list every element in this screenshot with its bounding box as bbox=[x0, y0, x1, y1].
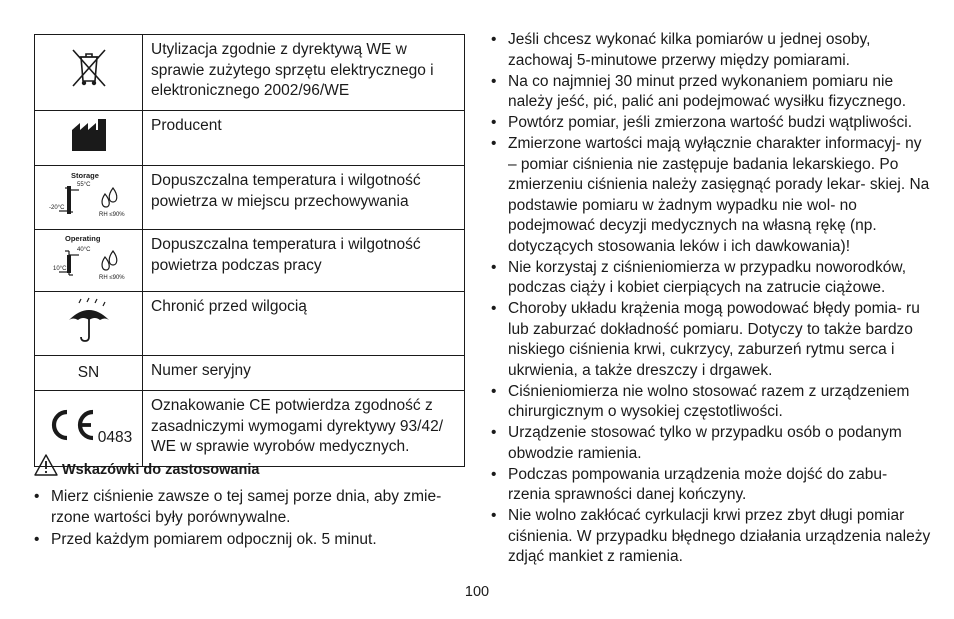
serial-number-symbol: SN bbox=[35, 356, 143, 391]
list-item: • Mierz ciśnienie zawsze o tej samej porze dnia, aby zmie- rzone wartości były porównywalne. bbox=[34, 487, 468, 528]
guidelines-list-left bbox=[34, 487, 468, 553]
symbol-cell bbox=[35, 292, 143, 356]
ce-mark-icon bbox=[45, 408, 97, 449]
symbol-description: Dopuszczalna temperatura i wilgotność powietrza w miejscu przechowywania bbox=[143, 166, 465, 230]
warning-triangle-icon bbox=[34, 454, 58, 481]
operating-min-temp: 10°C bbox=[52, 266, 66, 273]
list-item: • Na co najmniej 30 minut przed wykonaniem pomiaru nie należy jeść, pić, palić ani podejmować wysiłku fizycznego. bbox=[491, 72, 931, 113]
symbol-description: Dopuszczalna temperatura i wilgotność powietrza podczas pracy bbox=[143, 230, 465, 292]
manufacturer-icon bbox=[71, 139, 107, 156]
notified-body-number: 0483 bbox=[97, 429, 133, 447]
list-item: • Nie wolno zakłócać cyrkulacji krwi przez zbyt długi pomiar ciśnienia. W przypadku błędnego działania urządzenia należy zdjąć mankiet z ramienia. bbox=[491, 506, 931, 568]
symbol-description: Numer seryjny bbox=[143, 356, 465, 391]
list-item: • Powtórz pomiar, jeśli zmierzona wartość budzi wątpliwości. bbox=[491, 113, 931, 134]
storage-min-temp: -20°C bbox=[48, 205, 64, 212]
symbol-description: Chronić przed wilgocią bbox=[143, 292, 465, 356]
symbol-description: Producent bbox=[143, 111, 465, 166]
list-item: • Choroby układu krążenia mogą powodować błędy pomia- ru lub zaburzać dokładność pomiaru. Dotyczy to także bardzo niskiego ciśnienia krwi, cukrzycy, zaburzeń rytmu serca i ukrwienia, a także dreszczy i drgawek. bbox=[491, 299, 931, 381]
operating-temperature-humidity-icon bbox=[49, 234, 129, 285]
list-item: • Podczas pompowania urządzenia może dojść do zabu- rzenia sprawności danej kończyny. bbox=[491, 465, 931, 506]
operating-humidity: RH ≤90% bbox=[98, 275, 125, 282]
guidelines-title: Wskazówki do zastosowania bbox=[62, 462, 260, 478]
list-item: • Przed każdym pomiarem odpocznij ok. 5 minut. bbox=[34, 530, 468, 551]
symbol-row-storage bbox=[35, 166, 465, 230]
operating-max-temp: 40°C bbox=[76, 247, 90, 254]
symbol-description: Oznakowanie CE potwierdza zgodność z zasadniczymi wymogami dyrektywy 93/42/ WE w sprawie wyrobów medycznych. bbox=[143, 391, 465, 467]
symbol-cell bbox=[35, 111, 143, 166]
symbol-cell bbox=[35, 166, 143, 230]
symbol-cell bbox=[35, 230, 143, 292]
storage-max-temp: 55°C bbox=[76, 182, 90, 189]
symbol-row-operating bbox=[35, 230, 465, 292]
keep-dry-umbrella-icon bbox=[67, 330, 111, 347]
storage-label: Storage bbox=[70, 171, 99, 181]
storage-humidity: RH ≤90% bbox=[98, 212, 125, 219]
list-item: • Urządzenie stosować tylko w przypadku osób o podanym obwodzie ramienia. bbox=[491, 423, 931, 464]
symbol-row-manufacturer bbox=[35, 111, 465, 166]
guidelines-list-right bbox=[491, 30, 931, 568]
crossed-out-bin-icon bbox=[69, 78, 109, 95]
guidelines-heading bbox=[34, 453, 259, 481]
storage-temperature-humidity-icon bbox=[48, 171, 129, 222]
symbol-row-weee bbox=[35, 35, 465, 111]
symbol-row-serial bbox=[35, 356, 465, 391]
list-item: • Zmierzone wartości mają wyłącznie charakter informacyj- ny – pomiar ciśnienia nie zastępuje badania lekarskiego. Po zmierzeniu ciśnienia należy zasięgnąć porady lekar- skiej. Na podstawie pomiaru w żadnym wypadku nie wol- no podejmować decyzji medycznych na własną rękę (np. dotyczących stosowania leków i ich dawkowania)! bbox=[491, 134, 931, 257]
list-item: • Ciśnieniomierza nie wolno stosować razem z urządzeniem chirurgicznym o wysokiej częstotliwości. bbox=[491, 382, 931, 423]
list-item: • Jeśli chcesz wykonać kilka pomiarów u jednej osoby, zachowaj 5-minutowe przerwy między pomiarami. bbox=[491, 30, 931, 71]
operating-label: Operating bbox=[64, 234, 100, 244]
list-item: • Nie korzystaj z ciśnieniomierza w przypadku noworodków, podczas ciąży i kobiet cierpiących na zatrucie ciążowe. bbox=[491, 258, 931, 299]
page-number: 100 bbox=[464, 584, 490, 600]
symbols-table bbox=[34, 34, 465, 467]
symbol-row-keep-dry bbox=[35, 292, 465, 356]
symbol-description: Utylizacja zgodnie z dyrektywą WE w sprawie zużytego sprzętu elektrycznego i elektronicznego 2002/96/WE bbox=[143, 35, 465, 111]
symbol-cell bbox=[35, 35, 143, 111]
